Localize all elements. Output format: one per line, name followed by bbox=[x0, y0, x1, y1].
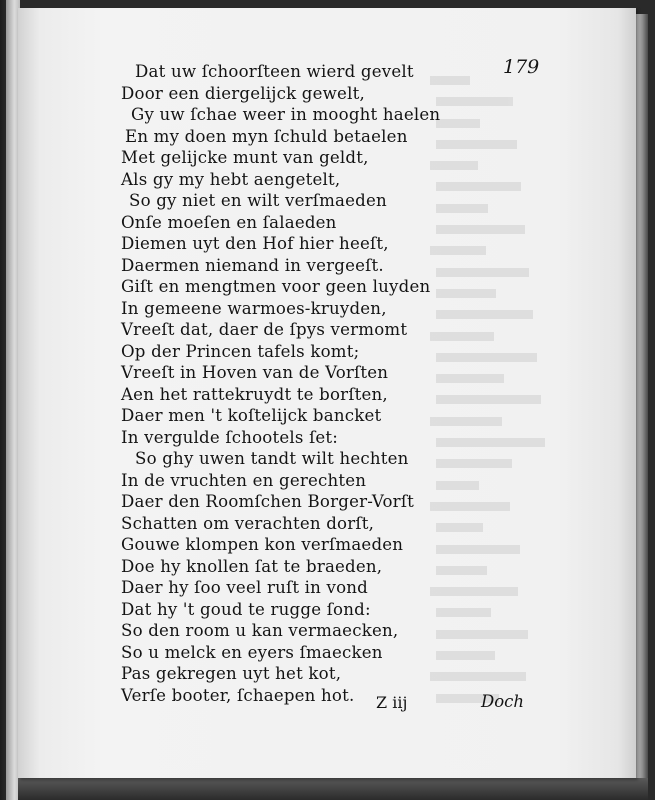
poem-line: Daer men 't koſtelijck bancket bbox=[121, 406, 382, 425]
poem-line: Op der Princen tafels komt; bbox=[121, 341, 360, 361]
poem-line: Dat hy 't goud te rugge ſond: bbox=[121, 599, 371, 619]
poem-line: So ghy uwen tandt wilt hechten bbox=[135, 449, 409, 468]
poem-line: En my doen myn ſchuld betaelen bbox=[125, 126, 408, 146]
catchword: Doch bbox=[481, 692, 525, 711]
poem-line: In vergulde ſchootels ſet: bbox=[121, 427, 339, 447]
poem-line: Verſe booter, ſchaepen hot. bbox=[121, 685, 355, 705]
poem-text bbox=[121, 61, 481, 706]
poem-line: Aen het rattekruydt te borſten, bbox=[121, 384, 388, 404]
poem-line: Diemen uyt den Hof hier heeſt, bbox=[121, 234, 389, 253]
poem-line: Giſt en mengtmen voor geen luyden bbox=[121, 277, 431, 296]
poem-line: So gy niet en wilt verſmaeden bbox=[129, 191, 387, 210]
poem-line: Gouwe klompen kon verſmaeden bbox=[121, 535, 404, 554]
poem-line: Pas gekregen uyt het kot, bbox=[121, 664, 342, 683]
poem-line: Onſe moeſen en ſalaeden bbox=[121, 212, 337, 232]
poem-line: In de vruchten en gerechten bbox=[121, 470, 367, 490]
poem-line: So den room u kan vermaecken, bbox=[121, 621, 399, 640]
poem-line: Daermen niemand in vergeeſt. bbox=[121, 255, 384, 275]
poem-line: Daer hy ſoo veel ruſt in vond bbox=[121, 578, 369, 597]
poem-line: Schatten om verachten dorſt, bbox=[121, 513, 375, 533]
poem-line: Door een diergelijck gewelt, bbox=[121, 83, 365, 103]
poem-line: Dat uw ſchoorſteen wierd gevelt bbox=[135, 62, 414, 81]
poem-line: So u melck en eyers ſmaecken bbox=[121, 642, 383, 662]
poem-line: Vreeſt dat, daer de ſpys vermomt bbox=[121, 320, 408, 339]
poem-line: Als gy my hebt aengetelt, bbox=[121, 169, 341, 189]
page-number: 179 bbox=[503, 56, 540, 78]
poem-line: Vreeſt in Hoven van de Vorſten bbox=[121, 363, 389, 382]
poem-line: Met gelijcke munt van geldt, bbox=[121, 148, 369, 167]
poem-line: Gy uw ſchae weer in mooght haelen bbox=[131, 105, 441, 124]
poem-line: In gemeene warmoes-kruyden, bbox=[121, 298, 387, 318]
signature-mark: Z iij bbox=[376, 693, 408, 712]
poem-line: Doe hy knollen ſat te braeden, bbox=[121, 556, 383, 576]
bottom-shadow bbox=[18, 778, 648, 800]
poem-line: Daer den Roomſchen Borger-Vorſt bbox=[121, 492, 415, 511]
